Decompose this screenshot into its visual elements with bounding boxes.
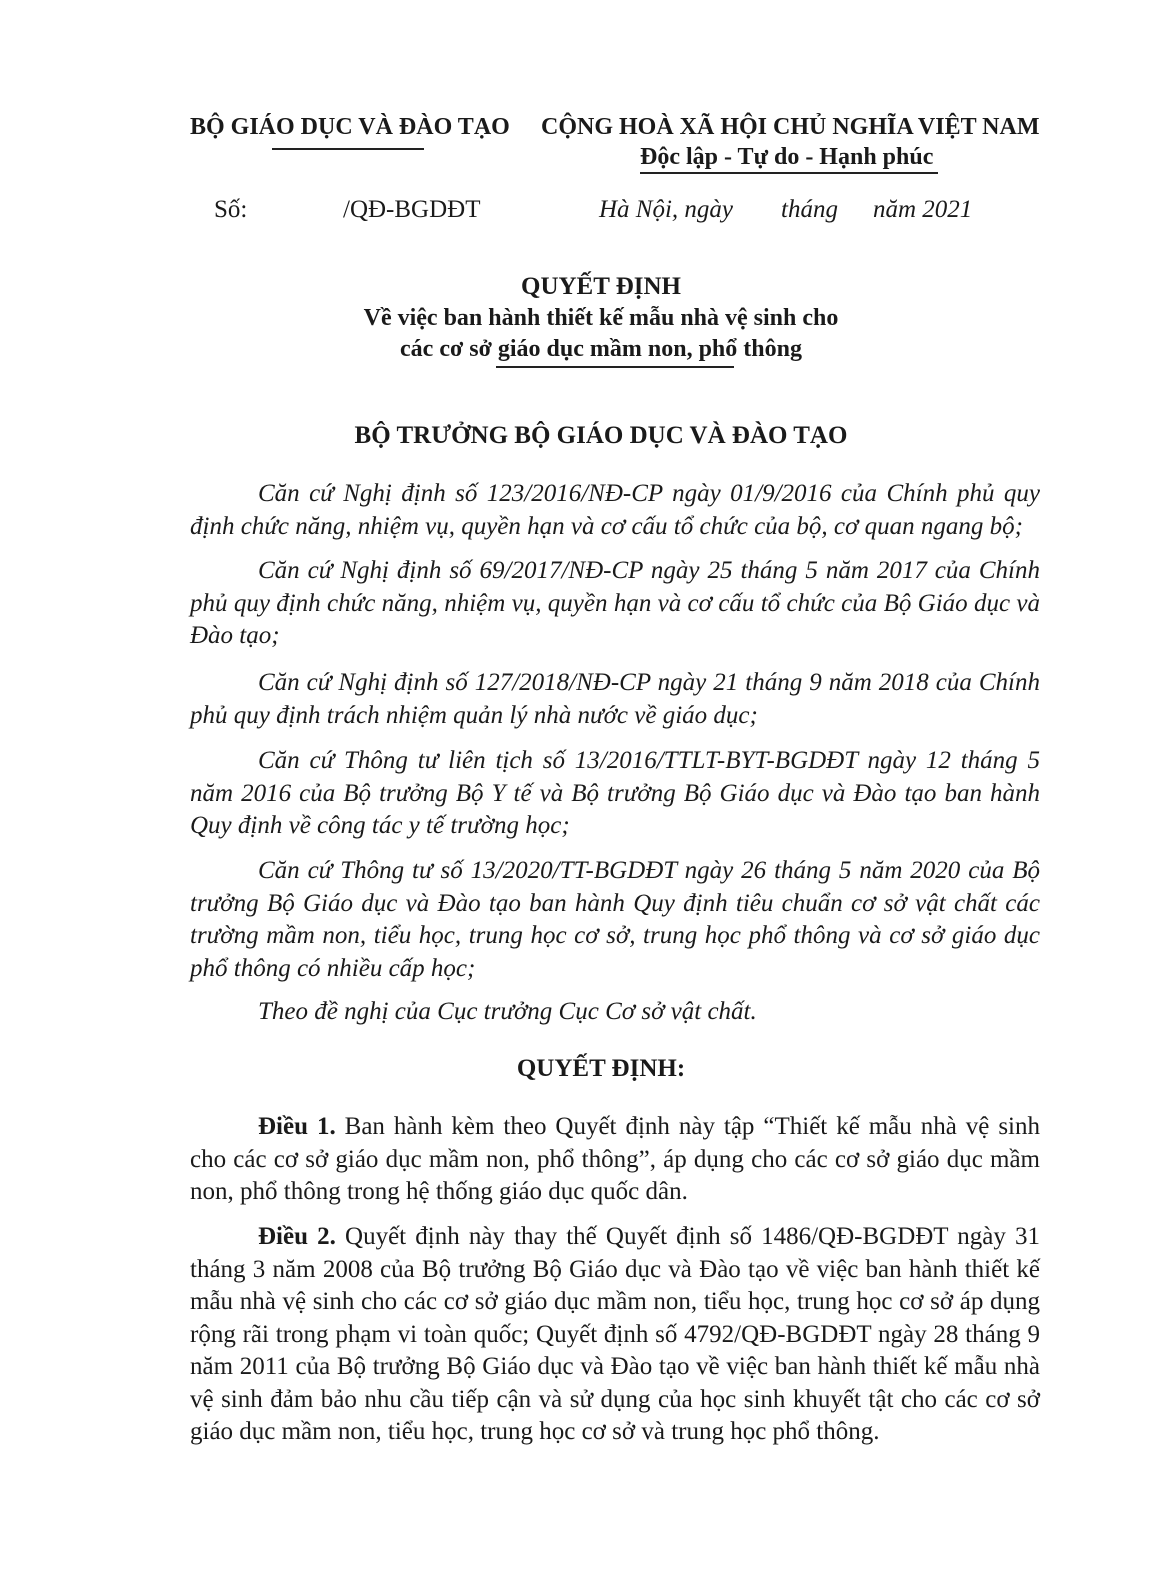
legal-basis-1: Căn cứ Nghị định số 123/2016/NĐ-CP ngày 01/9/2016 của Chính phủ quy định chức năng, nhiệm vụ, quyền hạn và cơ cấu tổ chức của bộ, cơ quan ngang bộ;: [190, 480, 1040, 540]
legal-basis-6: Theo đề nghị của Cục trưởng Cục Cơ sở vật chất.: [258, 998, 757, 1025]
place-date: Hà Nội, ngày: [599, 196, 734, 223]
article-2-text: Quyết định này thay thế Quyết định số 1486/QĐ-BGDĐT ngày 31 tháng 3 năm 2008 của Bộ trưởng Bộ Giáo dục và Đào tạo về việc ban hành thiết kế mẫu nhà vệ sinh cho các cơ sở giáo dục mầm non, tiểu học, trung học cơ sở áp dụng rộng rãi trong phạm vi toàn quốc; Quyết định số 4792/QĐ-BGDĐT ngày 28 tháng 9 năm 2011 của Bộ trưởng Bộ Giáo dục và Đào tạo về việc ban hành thiết kế mẫu nhà vệ sinh đảm bảo nhu cầu tiếp cận và sử dụng của học sinh khuyết tật cho các cơ sở giáo dục mầm non, tiểu học, trung học cơ sở và trung học phổ thông.: [190, 1223, 1040, 1445]
authority-heading: BỘ TRƯỞNG BỘ GIÁO DỤC VÀ ĐÀO TẠO: [354, 422, 848, 449]
national-motto: Độc lập - Tự do - Hạnh phúc: [640, 144, 934, 170]
legal-basis-5: Căn cứ Thông tư số 13/2020/TT-BGDĐT ngày 26 tháng 5 năm 2020 của Bộ trưởng Bộ Giáo dục và Đào tạo ban hành Quy định tiêu chuẩn cơ sở vật chất các trường mầm non, tiểu học, trung học cơ sở, trung học phổ thông và cơ sở giáo dục phổ thông có nhiều cấp học;: [190, 857, 1040, 982]
ministry-underline: [272, 148, 424, 150]
article-2-label: Điều 2.: [258, 1223, 336, 1250]
decision-subject-line-1: Về việc ban hành thiết kế mẫu nhà vệ sinh cho: [363, 305, 839, 331]
year-text: năm 2021: [873, 196, 973, 223]
doc-number-label: Số:: [214, 196, 248, 223]
article-1: [190, 1111, 1040, 1209]
doc-number-suffix: /QĐ-BGDĐT: [343, 196, 481, 223]
subject-underline: [496, 366, 734, 368]
legal-basis-2: Căn cứ Nghị định số 69/2017/NĐ-CP ngày 25 tháng 5 năm 2017 của Chính phủ quy định chức năng, nhiệm vụ, quyền hạn và cơ cấu tổ chức của Bộ Giáo dục và Đào tạo;: [190, 557, 1040, 649]
decision-subject-line-2: các cơ sở giáo dục mầm non, phổ thông: [400, 336, 802, 362]
article-2: [190, 1221, 1040, 1449]
republic-name: CỘNG HOÀ XÃ HỘI CHỦ NGHĨA VIỆT NAM: [541, 114, 1040, 140]
legal-basis-4: Căn cứ Thông tư liên tịch số 13/2016/TTLT-BYT-BGDĐT ngày 12 tháng 5 năm 2016 của Bộ trưởng Bộ Y tế và Bộ trưởng Bộ Giáo dục và Đào tạo ban hành Quy định về công tác y tế trường học;: [190, 747, 1040, 839]
ministry-name: BỘ GIÁO DỤC VÀ ĐÀO TẠO: [190, 114, 510, 140]
article-1-text: Ban hành kèm theo Quyết định này tập “Thiết kế mẫu nhà vệ sinh cho các cơ sở giáo dục mầm non, phổ thông”, áp dụng cho các cơ sở giáo dục mầm non, phổ thông trong hệ thống giáo dục quốc dân.: [190, 1113, 1040, 1205]
legal-basis-3: Căn cứ Nghị định số 127/2018/NĐ-CP ngày 21 tháng 9 năm 2018 của Chính phủ quy định trách nhiệm quản lý nhà nước về giáo dục;: [190, 669, 1040, 729]
decision-heading: QUYẾT ĐỊNH:: [516, 1055, 686, 1082]
month-label: tháng: [781, 196, 838, 223]
article-1-label: Điều 1.: [258, 1113, 336, 1140]
decision-title: QUYẾT ĐỊNH: [521, 273, 681, 300]
motto-underline: [640, 172, 938, 174]
